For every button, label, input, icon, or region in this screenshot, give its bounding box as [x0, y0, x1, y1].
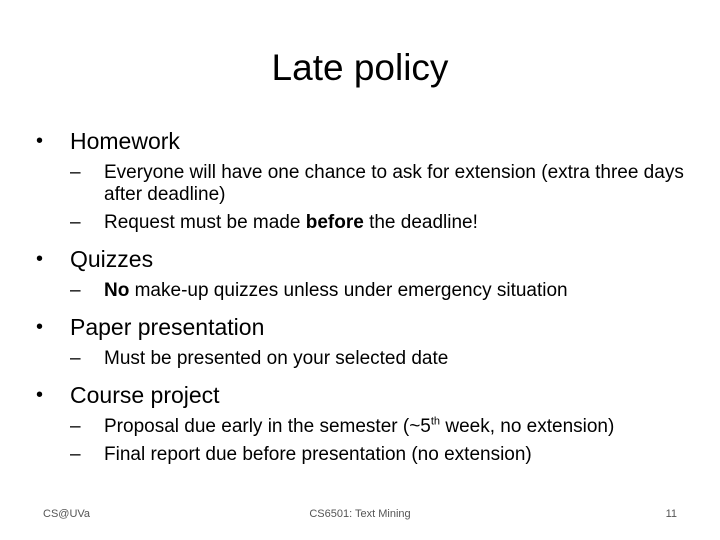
- bullet-quizzes: [30, 244, 690, 274]
- bullet-heading: Quizzes: [70, 246, 154, 272]
- bullet-dot-icon: •: [36, 248, 44, 270]
- dash-icon: –: [70, 416, 81, 437]
- sub-item: [30, 280, 690, 302]
- sub-item: [30, 416, 690, 438]
- bullet-course-project: [30, 380, 690, 410]
- sub-item-text-post: make-up quizzes unless under emergency situation: [129, 280, 568, 301]
- bullet-dot-icon: •: [36, 384, 44, 406]
- sub-item-text: Everyone will have one chance to ask for extension (extra three days after deadline): [104, 162, 684, 205]
- dash-icon: –: [70, 162, 81, 183]
- footer-center: CS6501: Text Mining: [309, 508, 411, 520]
- sub-item-text-post: the deadline!: [363, 212, 478, 233]
- bullet-heading: Course project: [70, 382, 220, 408]
- sub-item-text-pre: Proposal due early in the semester (~5: [104, 416, 431, 437]
- page-number: 11: [665, 508, 677, 520]
- dash-icon: –: [70, 212, 81, 233]
- bullet-heading: Paper presentation: [70, 314, 265, 340]
- sub-item-text-bold: No: [104, 280, 130, 301]
- slide-content: [30, 126, 690, 466]
- sub-item-text: Final report due before presentation (no extension): [104, 444, 532, 465]
- slide-title: Late policy: [271, 47, 449, 88]
- bullet-dot-icon: •: [36, 130, 44, 152]
- dash-icon: –: [70, 280, 81, 301]
- dash-icon: –: [70, 444, 81, 465]
- sub-item-text-pre: Request must be made: [104, 212, 306, 233]
- bullet-homework: [30, 126, 690, 156]
- sub-item-text-post: week, no extension): [440, 416, 615, 437]
- sub-item: [30, 348, 690, 370]
- sub-item: [30, 162, 690, 206]
- sub-item-text: Must be presented on your selected date: [104, 348, 449, 369]
- ordinal-superscript: th: [430, 415, 441, 428]
- sub-item-text-bold: before: [305, 212, 364, 233]
- bullet-paper-presentation: [30, 312, 690, 342]
- bullet-heading: Homework: [70, 128, 180, 154]
- sub-item: [30, 444, 690, 466]
- bullet-dot-icon: •: [36, 316, 44, 338]
- dash-icon: –: [70, 348, 81, 369]
- footer-left: CS@UVa: [43, 508, 91, 520]
- sub-item: [30, 212, 690, 234]
